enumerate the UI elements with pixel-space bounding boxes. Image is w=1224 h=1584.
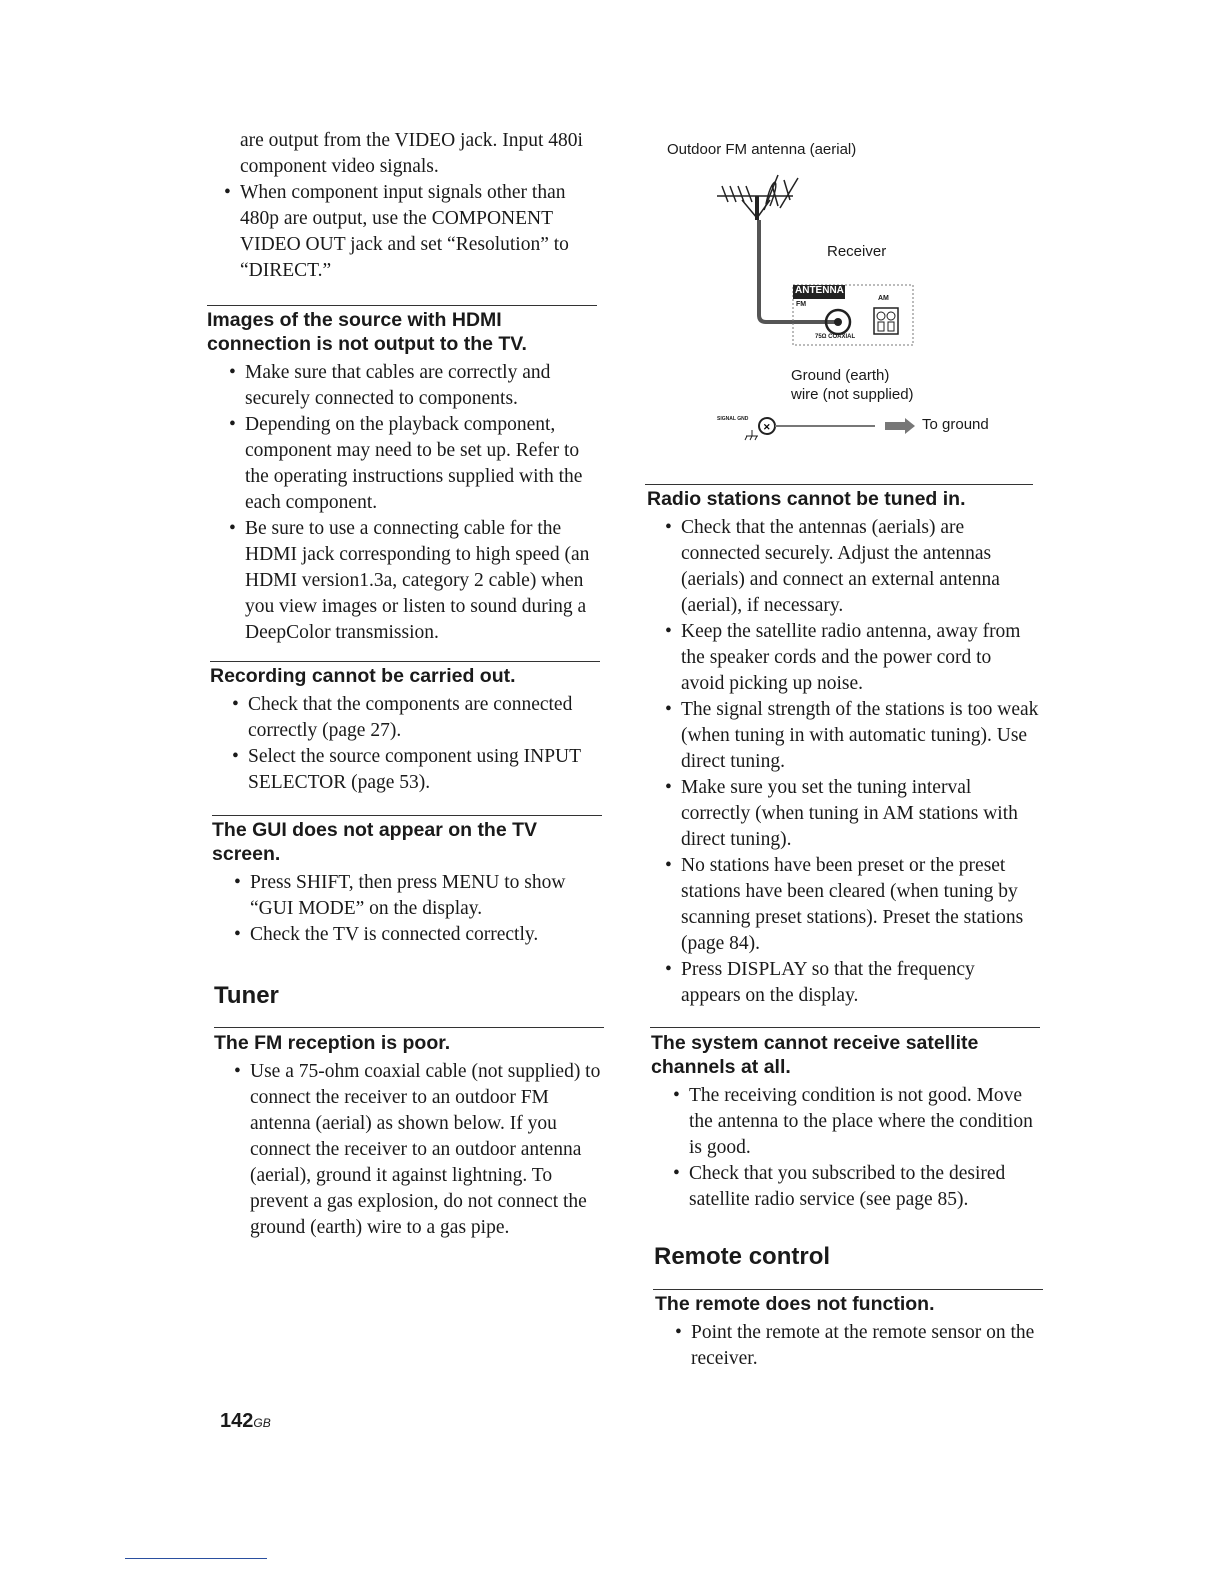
list-item: • The receiving condition is not good. Move the antenna to the place where the condition is good. bbox=[673, 1083, 1043, 1161]
section-heading: The remote does not function. bbox=[655, 1293, 935, 1315]
list-item: • No stations have been preset or the preset stations have been cleared (when tuning by scanning preset stations). Preset the stations (page 84). bbox=[665, 853, 1039, 957]
divider bbox=[650, 1027, 1040, 1028]
section-heading: The FM reception is poor. bbox=[214, 1032, 451, 1054]
list-item: • Press SHIFT, then press MENU to show “GUI MODE” on the display. bbox=[234, 870, 604, 922]
section-heading: Recording cannot be carried out. bbox=[210, 665, 516, 687]
divider bbox=[207, 305, 597, 306]
divider bbox=[212, 815, 602, 816]
list-item: • Depending on the playback component, component may need to be set up. Refer to the operating instructions supplied with the each component. bbox=[229, 412, 599, 516]
remote-section bbox=[655, 1292, 1047, 1372]
intro-text: are output from the VIDEO jack. Input 480i component video signals. bbox=[240, 130, 583, 177]
list-item: • Check that the components are connected correctly (page 27). bbox=[232, 692, 602, 744]
section-heading: Images of the source with HDMI connection is not output to the TV. bbox=[207, 309, 527, 355]
page-suffix: GB bbox=[253, 1416, 271, 1430]
ground-symbol-icon bbox=[745, 430, 758, 440]
antenna-diagram bbox=[660, 130, 1040, 450]
list-item: • Be sure to use a connecting cable for the HDMI jack corresponding to high speed (an HDMI version1.3a, category 2 cable) when you view images or listen to sound during a DeepColor transmission. bbox=[229, 516, 599, 646]
page-number-value: 142 bbox=[220, 1410, 254, 1432]
fm-label: FM bbox=[796, 301, 807, 308]
list-item: • When component input signals other than 480p are output, use the COMPONENT VIDEO OUT jack and set “Resolution” to “DIRECT.” bbox=[224, 180, 594, 284]
am-label: AM bbox=[878, 295, 889, 302]
ground-wire-label bbox=[791, 366, 914, 404]
receiver-label: Receiver bbox=[827, 243, 887, 260]
list-item: • Select the source component using INPUT SELECTOR (page 53). bbox=[232, 744, 602, 796]
signal-gnd-label: SIGNAL GND bbox=[717, 416, 749, 422]
tuner-title: Tuner bbox=[214, 982, 279, 1009]
section-heading: The system cannot receive satellite channels at all. bbox=[651, 1032, 979, 1078]
footer-line bbox=[125, 1558, 267, 1559]
page-number bbox=[220, 1410, 271, 1433]
to-ground-label: To ground bbox=[922, 416, 989, 433]
list-item: • Use a 75-ohm coaxial cable (not supplied) to connect the receiver to an outdoor FM antenna (aerial) as shown below. If you connect the receiver to an outdoor antenna (aerial), ground it against lightning. To prevent a gas explosion, do not connect the ground (earth) wire to a gas pipe. bbox=[234, 1059, 606, 1241]
coaxial-label: 75Ω COAXIAL bbox=[815, 334, 856, 340]
satellite-section bbox=[651, 1031, 1033, 1213]
ground-label-line: Ground (earth) bbox=[791, 367, 890, 384]
svg-text:✕: ✕ bbox=[763, 422, 771, 432]
ground-label-line: wire (not supplied) bbox=[791, 386, 914, 403]
divider bbox=[210, 661, 600, 662]
divider bbox=[653, 1289, 1043, 1290]
section-heading: The GUI does not appear on the TV screen. bbox=[212, 819, 538, 865]
fm-antenna-icon bbox=[717, 175, 798, 220]
antenna-panel-label: ANTENNA bbox=[795, 285, 844, 296]
list-item: • Press DISPLAY so that the frequency appears on the display. bbox=[665, 957, 1039, 1009]
list-item: • Check that you subscribed to the desired satellite radio service (see page 85). bbox=[673, 1161, 1043, 1213]
antenna-label: Outdoor FM antenna (aerial) bbox=[667, 141, 857, 158]
hdmi-section bbox=[207, 308, 599, 646]
list-item: • Check the TV is connected correctly. bbox=[234, 922, 604, 948]
intro-section bbox=[224, 128, 594, 284]
fm-section bbox=[214, 1031, 606, 1241]
recording-section bbox=[210, 664, 602, 796]
list-item: • Make sure you set the tuning interval correctly (when tuning in AM stations with direct tuning). bbox=[665, 775, 1039, 853]
divider bbox=[214, 1027, 604, 1028]
list-item: • Keep the satellite radio antenna, away from the speaker cords and the power cord to avoid picking up noise. bbox=[665, 619, 1039, 697]
arrow-icon bbox=[885, 418, 915, 434]
list-item: • Check that the antennas (aerials) are connected securely. Adjust the antennas (aerials) and connect an external antenna (aerial), if necessary. bbox=[665, 515, 1039, 619]
list-item: • Make sure that cables are correctly and securely connected to components. bbox=[229, 360, 599, 412]
remote-control-title: Remote control bbox=[654, 1243, 831, 1270]
list-item: • The signal strength of the stations is too weak (when tuning in with automatic tuning). Use direct tuning. bbox=[665, 697, 1039, 775]
gui-section bbox=[212, 818, 572, 948]
section-heading: Radio stations cannot be tuned in. bbox=[647, 488, 966, 510]
list-item: • Point the remote at the remote sensor on the receiver. bbox=[675, 1320, 1045, 1372]
radio-section bbox=[647, 487, 1039, 1009]
divider bbox=[645, 484, 1033, 485]
